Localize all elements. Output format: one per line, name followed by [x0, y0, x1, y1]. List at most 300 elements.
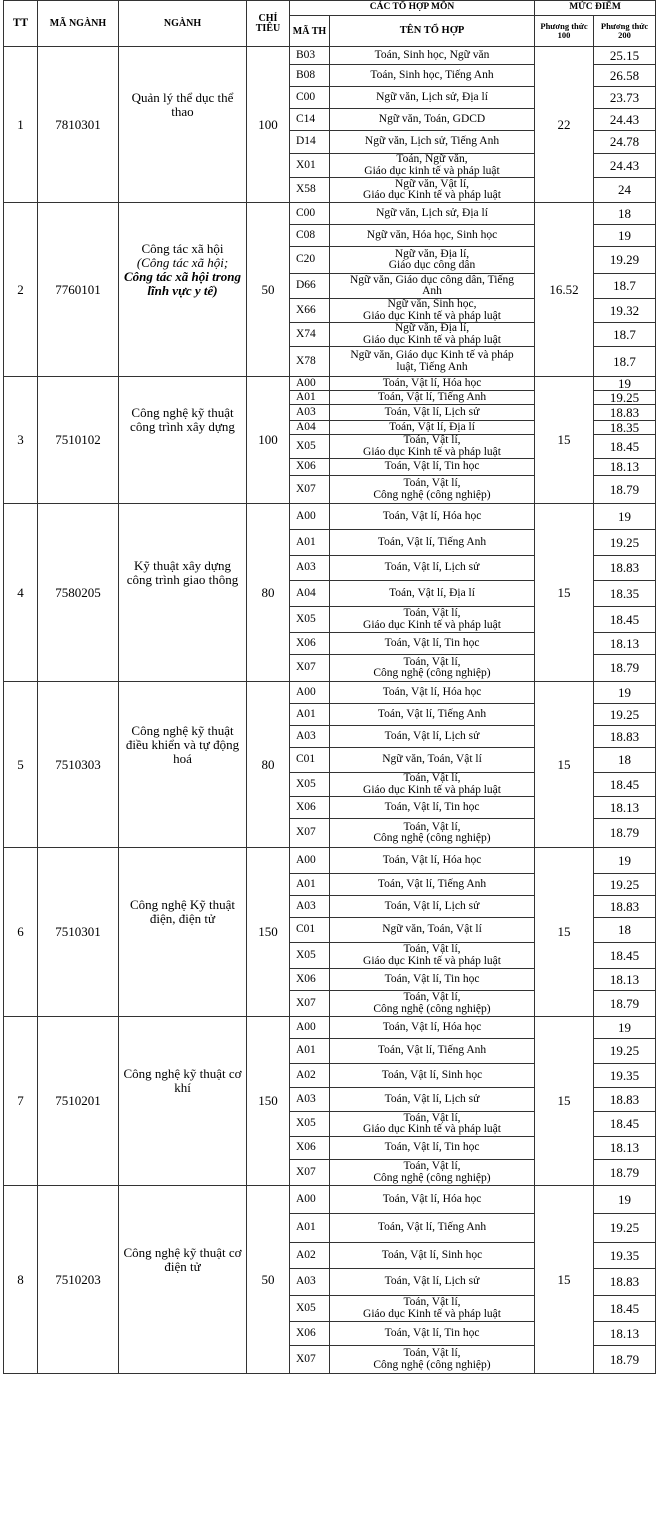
combo-name-line1: Toán, Sinh học, Ngữ văn — [374, 48, 490, 61]
row-pt100: 15 — [535, 1017, 594, 1186]
combo-name-line1: Toán, Vật lí, Tin học — [384, 636, 480, 649]
combo-score-pt200: 18.79 — [594, 819, 656, 848]
combo-name — [330, 607, 535, 633]
combo-score-pt200: 18.79 — [594, 991, 656, 1017]
nganh-name: Công nghệ kỹ thuật điều khiển và tự động hoá — [125, 722, 240, 766]
combo-code: X06 — [290, 969, 330, 991]
row-ma-nganh: 7510301 — [38, 848, 119, 1017]
row-nganh — [119, 848, 247, 1017]
combo-score-pt200: 18.45 — [594, 1296, 656, 1322]
combo-score-pt200: 19 — [594, 1186, 656, 1214]
combo-score-pt200: 18 — [594, 748, 656, 773]
combo-name-line2: Công nghệ (công nghiệp) — [373, 832, 491, 844]
combo-name — [330, 405, 535, 421]
row-ma-nganh: 7760101 — [38, 203, 119, 377]
combo-score-pt200: 19.32 — [594, 299, 656, 323]
combo-code: A00 — [290, 848, 330, 874]
combo-score-pt200: 18.13 — [594, 797, 656, 819]
combo-code: C20 — [290, 247, 330, 274]
combo-name-line1: Toán, Vật lí, Tin học — [384, 972, 480, 985]
admission-score-table-container — [3, 0, 655, 1374]
row-nganh — [119, 504, 247, 682]
row-pt100: 16.52 — [535, 203, 594, 377]
combo-name-line1: Ngữ văn, Sinh học, — [387, 298, 477, 310]
combo-code: B08 — [290, 65, 330, 87]
combo-name-line1: Toán, Vật lí, Hóa học — [382, 1192, 482, 1205]
combo-name — [330, 377, 535, 391]
combo-name-line1: Toán, Vật lí, Tiếng Anh — [377, 1044, 487, 1057]
header-pt100: Phương thức 100 — [535, 16, 594, 47]
row-nganh — [119, 1186, 247, 1374]
combo-score-pt200: 18.7 — [594, 323, 656, 347]
combo-score-pt200: 25.15 — [594, 47, 656, 65]
combo-code: A00 — [290, 504, 330, 530]
combo-name-line1: Toán, Vật lí, Lịch sử — [384, 899, 480, 912]
combo-name — [330, 896, 535, 918]
combo-name-line1: Toán, Vật lí, Tin học — [384, 460, 480, 473]
combo-name-line2: Công nghệ (công nghiệp) — [373, 667, 491, 679]
combo-score-pt200: 19 — [594, 225, 656, 247]
nganh-name: Công nghệ kỹ thuật cơ điện tử — [123, 1244, 242, 1274]
combo-code: D66 — [290, 274, 330, 299]
combo-name-line2: Giáo dục Kinh tế và pháp luật — [363, 1123, 501, 1135]
combo-code: X07 — [290, 1160, 330, 1186]
combo-code: C14 — [290, 109, 330, 131]
combo-score-pt200: 18.45 — [594, 943, 656, 969]
header-ten-to-hop: TÊN TỔ HỢP — [330, 16, 535, 47]
row-chi-tieu: 150 — [247, 1017, 290, 1186]
combo-name-line2: Công nghệ (công nghiệp) — [373, 1002, 491, 1015]
combo-name — [330, 274, 535, 299]
combo-code: A03 — [290, 726, 330, 748]
nganh-name: Công nghệ Kỹ thuật điện, điện tử — [129, 897, 236, 926]
combo-name-line1: Toán, Vật lí, Lịch sử — [384, 561, 480, 574]
combo-score-pt200: 18.83 — [594, 1088, 656, 1112]
combo-name — [330, 1346, 535, 1374]
combo-code: A03 — [290, 1269, 330, 1296]
combo-code: A01 — [290, 704, 330, 726]
nganh-name: Công tác xã hội — [141, 240, 224, 256]
combo-score-pt200: 19.25 — [594, 1039, 656, 1064]
row-chi-tieu: 80 — [247, 682, 290, 848]
row-nganh — [119, 1017, 247, 1186]
row-chi-tieu: 150 — [247, 848, 290, 1017]
row-tt: 1 — [4, 47, 38, 203]
row-nganh — [119, 682, 247, 848]
combo-name — [330, 1269, 535, 1296]
combo-code: X07 — [290, 819, 330, 848]
combo-name — [330, 874, 535, 896]
row-tt: 7 — [4, 1017, 38, 1186]
row-chi-tieu: 50 — [247, 1186, 290, 1374]
header-nganh: NGÀNH — [119, 1, 247, 47]
combo-name-line1: Toán, Vật lí, — [403, 1296, 461, 1308]
row-tt: 3 — [4, 377, 38, 504]
header-tt: TT — [4, 1, 38, 47]
combo-name-line1: Toán, Vật lí, Tin học — [384, 1141, 480, 1154]
combo-score-pt200: 18.13 — [594, 459, 656, 476]
table-row — [4, 1186, 656, 1214]
combo-score-pt200: 19.35 — [594, 1243, 656, 1269]
combo-name — [330, 969, 535, 991]
combo-code: X06 — [290, 633, 330, 655]
combo-name-line1: Toán, Vật lí, Địa lí — [389, 586, 475, 599]
row-ma-nganh: 7810301 — [38, 47, 119, 203]
combo-name — [330, 1186, 535, 1214]
combo-name — [330, 1322, 535, 1346]
header-ma-nganh: MÃ NGÀNH — [38, 1, 119, 47]
combo-name-line1: Toán, Vật lí, Hóa học — [382, 1020, 482, 1033]
combo-score-pt200: 19 — [594, 1017, 656, 1039]
combo-code: X06 — [290, 1137, 330, 1160]
table-header — [4, 1, 656, 47]
combo-score-pt200: 18.83 — [594, 726, 656, 748]
combo-name — [330, 1064, 535, 1088]
combo-score-pt200: 26.58 — [594, 65, 656, 87]
combo-score-pt200: 18.83 — [594, 1269, 656, 1296]
combo-name — [330, 476, 535, 504]
combo-code: X07 — [290, 1346, 330, 1374]
row-chi-tieu: 100 — [247, 47, 290, 203]
combo-name-line2: Giáo dục Kinh tế và pháp luật — [363, 1307, 501, 1320]
combo-name-line2: Giáo dục Kinh tế và pháp luật — [363, 333, 501, 346]
combo-score-pt200: 18.13 — [594, 633, 656, 655]
combo-code: X05 — [290, 607, 330, 633]
combo-code: X06 — [290, 459, 330, 476]
combo-code: X07 — [290, 991, 330, 1017]
combo-score-pt200: 19.25 — [594, 704, 656, 726]
combo-name-line1: Toán, Vật lí, Tin học — [384, 800, 480, 813]
combo-code: A00 — [290, 682, 330, 704]
combo-name — [330, 773, 535, 797]
combo-name — [330, 1214, 535, 1243]
combo-score-pt200: 19.25 — [594, 874, 656, 896]
combo-name-line1: Ngữ văn, Giáo dục công dân, Tiếng — [349, 273, 515, 286]
combo-score-pt200: 19.25 — [594, 530, 656, 556]
combo-name — [330, 109, 535, 131]
combo-score-pt200: 18 — [594, 918, 656, 943]
combo-name-line1: Toán, Vật lí, Sinh học — [381, 1068, 483, 1081]
combo-code: X07 — [290, 476, 330, 504]
combo-name — [330, 848, 535, 874]
nganh-name: Quản lý thể dục thể thao — [131, 89, 234, 119]
combo-name — [330, 323, 535, 347]
header-cac-to-hop: CÁC TỔ HỢP MÔN — [290, 1, 535, 16]
combo-code: X78 — [290, 347, 330, 377]
combo-name-line1: Toán, Vật lí, Tiếng Anh — [377, 390, 487, 403]
row-pt100: 15 — [535, 377, 594, 504]
combo-name-line1: Ngữ văn, Toán, Vật lí — [382, 753, 482, 766]
combo-name-line1: Ngữ văn, Địa lí, — [394, 247, 470, 260]
combo-name — [330, 1088, 535, 1112]
combo-code: A01 — [290, 1214, 330, 1243]
combo-score-pt200: 19 — [594, 848, 656, 874]
table-row — [4, 682, 656, 704]
combo-code: C01 — [290, 748, 330, 773]
combo-name-line2: Giáo dục công dân — [388, 259, 476, 271]
combo-name-line2: Công nghệ (công nghiệp) — [373, 1171, 491, 1184]
combo-score-pt200: 19 — [594, 682, 656, 704]
row-nganh — [119, 377, 247, 504]
row-nganh — [119, 203, 247, 377]
combo-code: X66 — [290, 299, 330, 323]
combo-name-line1: Toán, Vật lí, — [403, 1111, 461, 1124]
combo-name-line1: Toán, Vật lí, Lịch sử — [384, 1092, 480, 1105]
combo-name — [330, 154, 535, 178]
combo-code: D14 — [290, 131, 330, 154]
combo-name-line1: Toán, Vật lí, Hóa học — [382, 853, 482, 866]
combo-name-line1: Toán, Vật lí, Hóa học — [382, 376, 482, 389]
combo-score-pt200: 18.13 — [594, 969, 656, 991]
combo-code: X05 — [290, 1112, 330, 1137]
combo-name-line1: Toán, Vật lí, Hóa học — [382, 685, 482, 698]
combo-name — [330, 918, 535, 943]
combo-score-pt200: 18.79 — [594, 655, 656, 682]
combo-name-line1: Ngữ văn, Giáo dục Kinh tế và pháp — [350, 349, 514, 361]
combo-name-line1: Toán, Vật lí, — [403, 607, 461, 619]
combo-name-line1: Toán, Vật lí, Sinh học — [381, 1248, 483, 1261]
combo-score-pt200: 19 — [594, 377, 656, 391]
combo-name-line1: Toán, Vật lí, Lịch sử — [384, 1275, 480, 1288]
combo-name-line1: Ngữ văn, Toán, Vật lí — [382, 923, 482, 936]
combo-name-line1: Toán, Ngữ văn, — [396, 153, 468, 165]
combo-name — [330, 504, 535, 530]
combo-name — [330, 682, 535, 704]
combo-name-line1: Toán, Vật lí, Tiếng Anh — [377, 877, 487, 890]
combo-name — [330, 435, 535, 459]
combo-code: X07 — [290, 655, 330, 682]
combo-score-pt200: 18.79 — [594, 1346, 656, 1374]
combo-score-pt200: 18.35 — [594, 421, 656, 435]
combo-name — [330, 704, 535, 726]
row-chi-tieu: 50 — [247, 203, 290, 377]
combo-name-line1: Toán, Vật lí, — [403, 1347, 461, 1359]
table-row — [4, 848, 656, 874]
combo-name — [330, 391, 535, 405]
combo-code: X05 — [290, 1296, 330, 1322]
nganh-sub2: Công tác xã hội trong lĩnh vực y tế) — [123, 268, 242, 298]
combo-name-line1: Toán, Vật lí, Hóa học — [382, 509, 482, 522]
combo-name-line1: Toán, Vật lí, — [403, 477, 461, 489]
combo-score-pt200: 19.35 — [594, 1064, 656, 1088]
combo-score-pt200: 24.43 — [594, 109, 656, 131]
combo-name-line2: Giáo dục Kinh tế và pháp luật — [363, 445, 501, 458]
combo-name — [330, 530, 535, 556]
combo-score-pt200: 18.45 — [594, 607, 656, 633]
table-row — [4, 203, 656, 225]
combo-name — [330, 1112, 535, 1137]
combo-code: A03 — [290, 896, 330, 918]
combo-name — [330, 203, 535, 225]
combo-name-line1: Toán, Sinh học, Tiếng Anh — [370, 68, 494, 81]
row-ma-nganh: 7510303 — [38, 682, 119, 848]
combo-code: A03 — [290, 405, 330, 421]
combo-code: X01 — [290, 154, 330, 178]
combo-code: A00 — [290, 1186, 330, 1214]
combo-name-line1: Ngữ văn, Hóa học, Sinh học — [366, 228, 498, 241]
row-pt100: 15 — [535, 1186, 594, 1374]
header-ma-th: MÃ TH — [290, 16, 330, 47]
combo-score-pt200: 24 — [594, 178, 656, 203]
combo-name-line1: Ngữ văn, Lịch sử, Địa lí — [376, 90, 488, 103]
row-tt: 4 — [4, 504, 38, 682]
combo-name — [330, 65, 535, 87]
combo-code: A04 — [290, 421, 330, 435]
combo-name — [330, 943, 535, 969]
combo-name — [330, 748, 535, 773]
combo-score-pt200: 18.45 — [594, 1112, 656, 1137]
combo-score-pt200: 19.25 — [594, 391, 656, 405]
combo-code: A00 — [290, 1017, 330, 1039]
combo-name — [330, 819, 535, 848]
combo-score-pt200: 18.45 — [594, 435, 656, 459]
combo-name — [330, 556, 535, 581]
combo-name — [330, 797, 535, 819]
row-ma-nganh: 7510203 — [38, 1186, 119, 1374]
combo-code: X05 — [290, 943, 330, 969]
combo-name — [330, 421, 535, 435]
combo-name — [330, 225, 535, 247]
combo-name-line1: Toán, Vật lí, Tin học — [384, 1326, 480, 1339]
combo-name — [330, 726, 535, 748]
combo-score-pt200: 18.35 — [594, 581, 656, 607]
combo-name — [330, 1137, 535, 1160]
combo-name-line2: Giáo dục kinh tế và pháp luật — [364, 164, 500, 177]
combo-name — [330, 1243, 535, 1269]
table-row — [4, 504, 656, 530]
combo-score-pt200: 18.45 — [594, 773, 656, 797]
combo-code: A03 — [290, 1088, 330, 1112]
combo-name-line1: Toán, Vật lí, — [403, 943, 461, 955]
combo-score-pt200: 18.13 — [594, 1137, 656, 1160]
combo-code: X74 — [290, 323, 330, 347]
combo-name-line2: Công nghệ (công nghiệp) — [373, 1358, 491, 1371]
row-tt: 8 — [4, 1186, 38, 1374]
combo-name — [330, 347, 535, 377]
row-nganh — [119, 47, 247, 203]
combo-name — [330, 1039, 535, 1064]
combo-code: A01 — [290, 1039, 330, 1064]
combo-name-line1: Toán, Vật lí, — [403, 820, 461, 833]
admission-score-table — [3, 0, 656, 1374]
combo-code: X05 — [290, 435, 330, 459]
nganh-name: Công nghệ kỹ thuật cơ khí — [123, 1066, 242, 1095]
table-row — [4, 47, 656, 65]
row-tt: 5 — [4, 682, 38, 848]
combo-name-line1: Toán, Vật lí, Địa lí — [389, 420, 475, 433]
combo-name — [330, 581, 535, 607]
combo-name-line1: Toán, Vật lí, Lịch sử — [384, 729, 480, 742]
combo-code: A01 — [290, 874, 330, 896]
combo-name-line1: Toán, Vật lí, Tiếng Anh — [377, 707, 487, 720]
row-ma-nganh: 7510201 — [38, 1017, 119, 1186]
combo-name — [330, 47, 535, 65]
combo-name — [330, 655, 535, 682]
combo-score-pt200: 18.7 — [594, 274, 656, 299]
combo-code: A01 — [290, 530, 330, 556]
table-row — [4, 1017, 656, 1039]
combo-score-pt200: 24.43 — [594, 154, 656, 178]
combo-name-line2: Công nghệ (công nghiệp) — [373, 488, 491, 501]
combo-name — [330, 1296, 535, 1322]
row-tt: 6 — [4, 848, 38, 1017]
header-muc-diem: MỨC ĐIỂM — [535, 1, 656, 16]
combo-name-line2: Giáo dục Kinh tế và pháp luật — [363, 309, 501, 322]
combo-score-pt200: 18.83 — [594, 556, 656, 581]
table-body — [4, 47, 656, 1374]
header-chi-tieu: CHỈ TIÊU — [247, 1, 290, 47]
combo-score-pt200: 18.79 — [594, 476, 656, 504]
combo-name-line1: Ngữ văn, Lịch sử, Địa lí — [376, 206, 488, 219]
combo-score-pt200: 19.29 — [594, 247, 656, 274]
combo-name — [330, 247, 535, 274]
combo-name-line1: Toán, Vật lí, — [403, 772, 461, 784]
combo-code: X06 — [290, 797, 330, 819]
combo-name — [330, 87, 535, 109]
combo-name — [330, 1017, 535, 1039]
row-pt100: 15 — [535, 848, 594, 1017]
combo-name-line2: Giáo dục Kinh tế và pháp luật — [363, 618, 501, 631]
combo-name-line2: Giáo dục Kinh tế và pháp luật — [363, 954, 501, 967]
combo-code: C08 — [290, 225, 330, 247]
combo-score-pt200: 18.13 — [594, 1322, 656, 1346]
combo-score-pt200: 18.79 — [594, 1160, 656, 1186]
combo-name — [330, 178, 535, 203]
combo-code: X58 — [290, 178, 330, 203]
combo-score-pt200: 18.83 — [594, 405, 656, 421]
row-ma-nganh: 7510102 — [38, 377, 119, 504]
combo-code: A02 — [290, 1064, 330, 1088]
combo-code: B03 — [290, 47, 330, 65]
combo-code: A03 — [290, 556, 330, 581]
combo-score-pt200: 24.78 — [594, 131, 656, 154]
row-ma-nganh: 7580205 — [38, 504, 119, 682]
nganh-sub1: (Công tác xã hội; — [136, 254, 229, 270]
combo-score-pt200: 18 — [594, 203, 656, 225]
combo-code: X05 — [290, 773, 330, 797]
combo-name — [330, 991, 535, 1017]
combo-name-line2: Giáo dục Kinh tế và pháp luật — [363, 783, 501, 796]
combo-score-pt200: 18.7 — [594, 347, 656, 377]
combo-code: A01 — [290, 391, 330, 405]
row-tt: 2 — [4, 203, 38, 377]
combo-name-line1: Toán, Vật lí, — [403, 655, 461, 668]
combo-name — [330, 299, 535, 323]
combo-name — [330, 459, 535, 476]
header-pt200: Phương thức 200 — [594, 16, 656, 47]
combo-score-pt200: 18.83 — [594, 896, 656, 918]
combo-name-line1: Toán, Vật lí, — [403, 991, 461, 1003]
row-pt100: 15 — [535, 504, 594, 682]
row-chi-tieu: 100 — [247, 377, 290, 504]
combo-code: C01 — [290, 918, 330, 943]
row-pt100: 22 — [535, 47, 594, 203]
combo-name-line2: Anh — [422, 285, 442, 297]
combo-name-line2: luật, Tiếng Anh — [396, 360, 468, 373]
combo-score-pt200: 19 — [594, 504, 656, 530]
combo-code: A02 — [290, 1243, 330, 1269]
table-row — [4, 377, 656, 391]
combo-name-line1: Ngữ văn, Lịch sử, Tiếng Anh — [364, 135, 500, 148]
combo-code: C00 — [290, 87, 330, 109]
combo-name-line1: Ngữ văn, Vật lí, — [394, 177, 470, 190]
nganh-name: Công nghệ kỹ thuật công trình xây dựng — [130, 405, 235, 434]
combo-name-line1: Toán, Vật lí, Tiếng Anh — [377, 535, 487, 548]
combo-name-line1: Ngữ văn, Toán, GDCD — [378, 112, 486, 125]
combo-name-line1: Toán, Vật lí, Tiếng Anh — [377, 1221, 487, 1234]
combo-score-pt200: 23.73 — [594, 87, 656, 109]
combo-name-line1: Toán, Vật lí, — [403, 1160, 461, 1172]
